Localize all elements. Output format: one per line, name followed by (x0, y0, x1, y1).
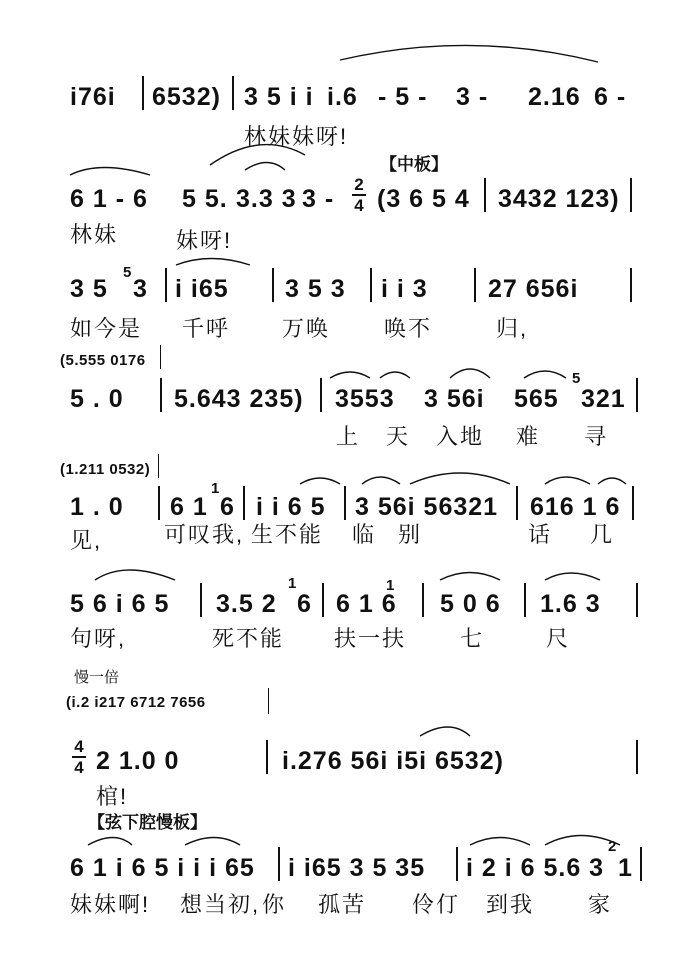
notes-l3-b: 3 (133, 275, 148, 303)
notes-l1-m3f: 6 - (594, 83, 627, 111)
slur (300, 478, 340, 484)
notes-l1-m3e: 2.16 (528, 83, 581, 111)
section-xianxia: 【弦下腔慢板】 (88, 813, 207, 832)
accompaniment-l7: (i.2 i217 6712 7656 (66, 694, 206, 711)
slur (440, 573, 500, 581)
notes-l3-f: 27 656i (488, 275, 579, 303)
notes-l1-m1: i76i (70, 83, 116, 111)
lyric-l3-b: 千呼 (182, 316, 231, 341)
notes-l6-f: 1.6 3 (540, 590, 601, 618)
notes-l5-a: 1 . 0 (70, 493, 124, 521)
lyric-l6-b: 死不能 (212, 626, 285, 651)
slur (545, 477, 590, 484)
notes-l4-a: 5 . 0 (70, 385, 124, 413)
slur (245, 163, 285, 171)
lyric-l3-d: 唤不 (384, 316, 433, 341)
lyric-l8-a: 妹妹啊! (70, 892, 151, 917)
lyric-l4-b: 天 (386, 424, 411, 449)
notes-l6-c: 6 (297, 590, 312, 618)
tempo-manbei: 慢一倍 (74, 669, 120, 686)
lyric-l5-b: 可叹我, (164, 522, 245, 547)
slur (176, 259, 250, 266)
grace-note: 1 (211, 480, 220, 497)
lyric-l5-c: 生不能 (251, 522, 324, 547)
slur (70, 168, 150, 176)
lyric-l4-e: 寻 (584, 424, 609, 449)
accompaniment-l4: (5.555 0176 (60, 352, 146, 369)
notes-l8-b: i i65 3 5 35 (288, 854, 426, 882)
lyric-l6-a: 句呀, (70, 626, 127, 651)
lyric-l8-e: 伶仃 (412, 892, 461, 917)
lyric-l8-f: 到我 (486, 892, 535, 917)
notes-l5-d: i i 6 5 (256, 493, 326, 521)
lyric-l5-d: 临 (352, 522, 377, 547)
lyric-l8-c: 你 (262, 892, 287, 917)
lyric-l3-c: 万唤 (282, 316, 331, 341)
notes-l2-d: 3 - (302, 185, 335, 213)
time-signature-4-4: 4 4 (72, 738, 86, 776)
lyric-l4-a: 上 (336, 424, 361, 449)
notes-l4-e: 565 (514, 385, 559, 413)
time-signature-2-4: 2 4 (352, 176, 366, 214)
slur (330, 372, 370, 378)
accompaniment-l5: (1.211 0532) (60, 461, 151, 478)
section-zhongban: 【中板】 (380, 155, 448, 174)
notes-l1-m3a: 3 5 i i (244, 83, 314, 111)
lyric-l6-e: 尺 (546, 626, 571, 651)
slur (362, 477, 400, 484)
slur (410, 473, 510, 484)
notes-l6-a: 5 6 i 6 5 (70, 590, 170, 618)
notes-l8-c: i 2 i 6 5.6 3 (466, 854, 605, 882)
lyric-l3-e: 归, (496, 316, 529, 341)
notes-l1-m3c: - 5 - (378, 83, 428, 111)
lyric-l7: 棺! (96, 784, 129, 809)
lyric-l8-b: 想当初, (180, 892, 261, 917)
notes-l1-m3b: i.6 (327, 83, 358, 111)
lyric-l2-a: 林妹 (70, 222, 119, 247)
notes-l7-a: 2 1.0 0 (96, 747, 180, 775)
notes-l6-e: 5 0 6 (440, 590, 501, 618)
lyric-l8-d: 孤苦 (318, 892, 367, 917)
slur (185, 838, 240, 846)
slur (380, 372, 410, 378)
slur (470, 838, 530, 846)
notes-l2-e: (3 6 5 4 (377, 185, 470, 213)
notes-l4-d: 3 56i (424, 385, 485, 413)
notes-l8-a: 6 1 i 6 5 i i i 65 (70, 854, 255, 882)
lyric-l6-c: 扶一扶 (334, 626, 407, 651)
notes-l2-f: 3432 123) (498, 185, 620, 213)
notes-l5-e: 3 56i 56321 (355, 493, 499, 521)
slur (95, 570, 175, 580)
slur (450, 369, 490, 378)
lyric-l5-f: 话 (528, 522, 553, 547)
lyric-l4-c: 入地 (436, 424, 485, 449)
slur (545, 836, 620, 846)
lyric-l5-e: 别 (398, 522, 423, 547)
notes-l2-a: 6 1 - 6 (70, 185, 148, 213)
grace-note: 5 (572, 370, 581, 387)
grace-note: 1 (386, 577, 395, 594)
notes-l1-m3d: 3 - (456, 83, 489, 111)
notes-l6-b: 3.5 2 (216, 590, 277, 618)
slur (210, 145, 305, 165)
notes-l2-b: 5 5. (182, 185, 228, 213)
lyric-l5-g: 几 (590, 522, 615, 547)
lyric-l5-a: 见, (70, 528, 103, 553)
slur (88, 838, 132, 846)
notes-l8-d: 1 (618, 854, 633, 882)
grace-note: 5 (123, 264, 132, 281)
slur (598, 478, 626, 484)
grace-note: 2 (608, 838, 617, 855)
notes-l6-d: 6 1 6 (336, 590, 397, 618)
notes-l4-c: 3553 (335, 385, 395, 413)
notes-l4-f: 321 (581, 385, 626, 413)
notes-l3-c: i i65 (175, 275, 229, 303)
notes-l3-e: i i 3 (381, 275, 428, 303)
notes-l4-b: 5.643 235) (174, 385, 304, 413)
notes-l3-d: 3 5 3 (285, 275, 346, 303)
slur (340, 45, 598, 62)
slur (420, 727, 470, 736)
notes-l3-a: 3 5 (70, 275, 108, 303)
slur (545, 573, 600, 580)
grace-note: 1 (288, 575, 297, 592)
notes-l5-f: 616 1 6 (530, 493, 621, 521)
notes-l5-c: 6 (220, 493, 235, 521)
notes-l1-m2: 6532) (152, 83, 221, 111)
lyric-l8-g: 家 (588, 892, 613, 917)
notes-l5-b: 6 1 (170, 493, 208, 521)
notes-l7-b: i.276 56i i5i 6532) (282, 747, 504, 775)
lyric-l2-b: 妹呀! (176, 228, 233, 253)
lyric-l6-d: 七 (460, 626, 485, 651)
lyric-l3-a: 如今是 (70, 316, 143, 341)
lyric-l4-d: 难 (516, 424, 541, 449)
lyric-l1: 林妹妹呀! (244, 124, 349, 149)
slur (524, 371, 566, 378)
notes-l2-c: 3.3 3 (236, 185, 297, 213)
